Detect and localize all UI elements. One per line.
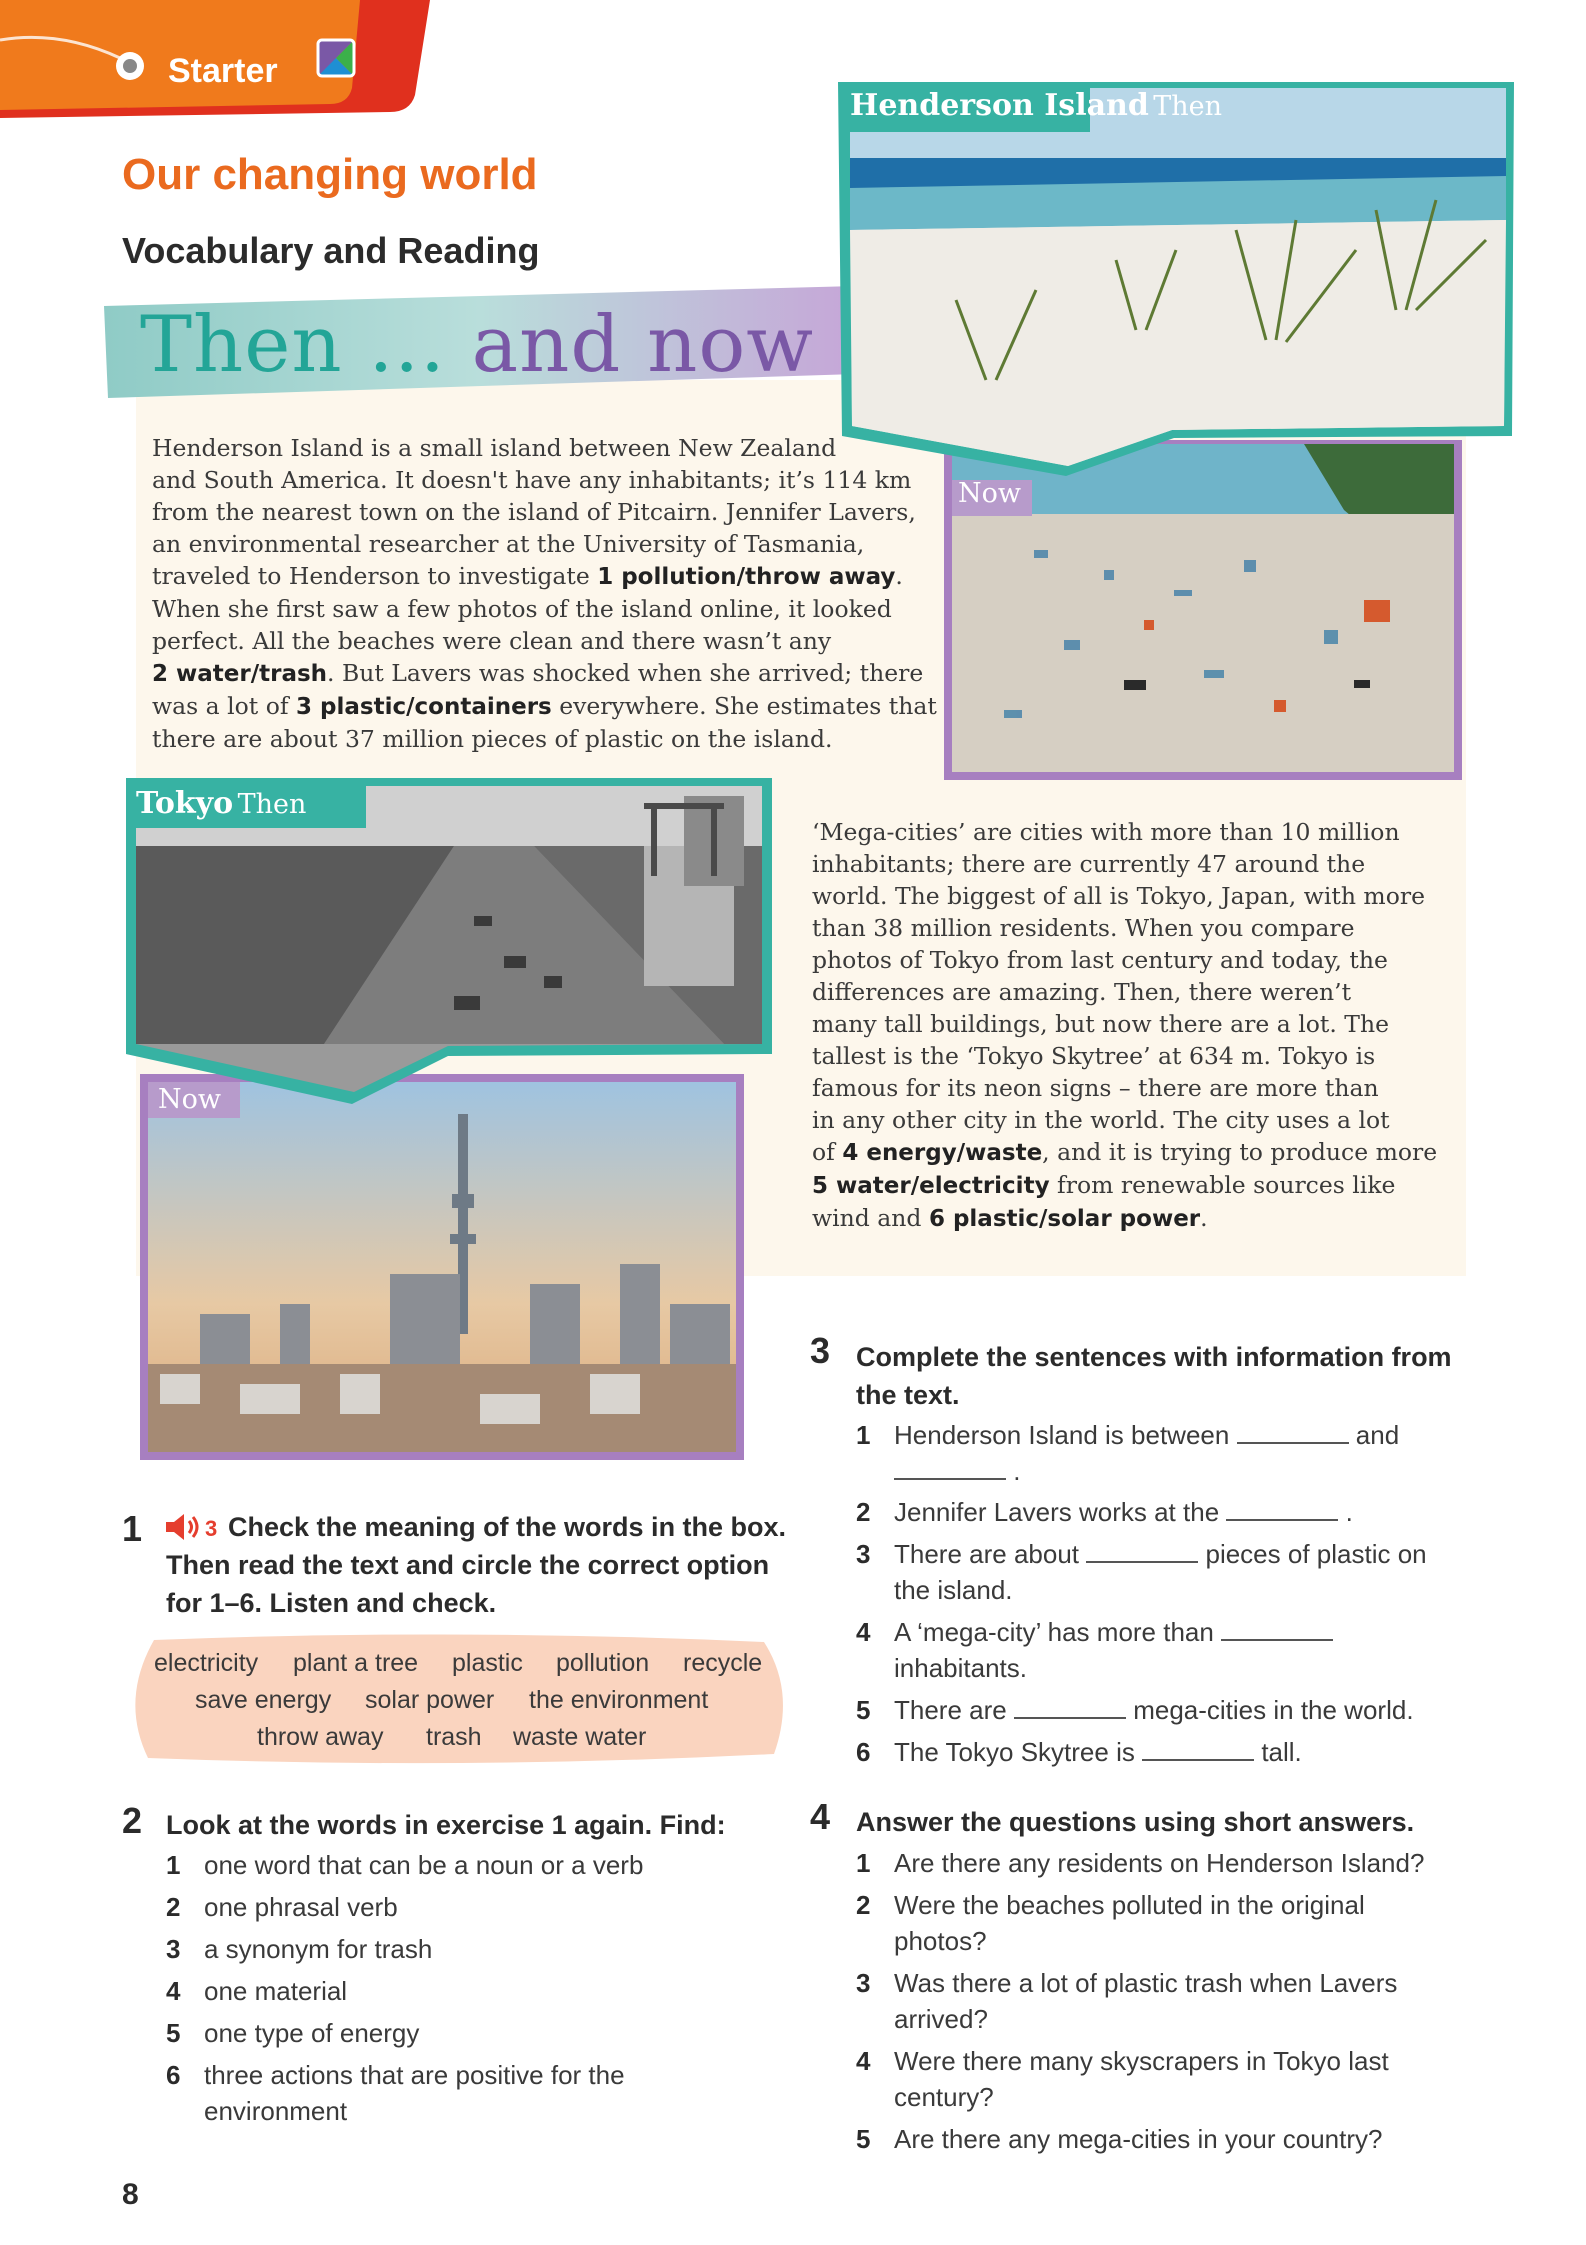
tokyo-text-line: many tall buildings, but now there are a lot. The [812,1010,1390,1038]
exercise-2-title: Look at the words in exercise 1 again. Find: [166,1810,726,1840]
exercise-3-item-3 [856,1537,1456,1611]
henderson-text-line: Henderson Island is a small island between New Zealand [152,434,837,462]
item-text: a synonym for trash [204,1934,433,1964]
item-text: photos? [894,1926,987,1956]
exercise-2-number: 2 [122,1800,143,1841]
tokyo-text-line: 5 water/electricity from renewable sources like [812,1171,1396,1199]
page-title: Our changing world [122,150,538,199]
word-recycle: recycle [683,1649,763,1677]
word-solar-power: solar power [365,1686,495,1714]
tokyo-text-line: differences are amazing. Then, there weren’t [812,978,1352,1006]
answer-option[interactable]: 5 water/electricity [812,1173,1050,1199]
exercise-3-item-4 [856,1615,1456,1689]
item-number: 2 [166,1892,181,1922]
exercise-3-item-1 [856,1418,1456,1492]
tokyo-then-suffix: Then [237,789,307,820]
tokyo-now-photo [140,1074,744,1460]
item-number: 4 [856,2046,871,2076]
item-number: 6 [166,2060,181,2090]
item-text: pieces of plastic on [1205,1539,1427,1569]
item-number: 2 [856,1890,871,1920]
word-save-energy: save energy [195,1686,332,1714]
exercise-4-item-3 [856,1966,1476,2038]
item-number: 3 [856,1539,871,1569]
item-text: century? [894,2082,994,2112]
item-text: There are [894,1695,1007,1725]
audio-icon[interactable] [164,1512,204,1542]
exercise-4-item-4 [856,2044,1476,2116]
tokyo-text-line: photos of Tokyo from last century and today, the [812,946,1388,974]
item-number: 3 [856,1968,871,1998]
henderson-text-line: from the nearest town on the island of Pitcairn. Jennifer Lavers, [152,498,916,526]
item-text: Jennifer Lavers works at the [894,1497,1220,1527]
exercise-3-title-line-2: the text. [856,1380,960,1410]
tokyo-text-line: ‘Mega-cities’ are cities with more than 10 million [812,818,1400,846]
answer-option[interactable]: 4 energy/waste [842,1140,1043,1166]
word-plastic: plastic [452,1649,523,1677]
tokyo-text-line: world. The biggest of all is Tokyo, Japan, with more [812,882,1425,910]
item-text: Were there many skyscrapers in Tokyo last [894,2046,1389,2076]
item-text: inhabitants. [894,1653,1027,1683]
henderson-then-suffix: Then [1153,91,1223,122]
henderson-text-line: When she first saw a few photos of the island online, it looked [152,595,892,623]
exercise-4-item-5 [856,2122,1476,2158]
item-text: The Tokyo Skytree is [894,1737,1135,1767]
answer-blank[interactable] [1086,1539,1198,1563]
item-text: Are there any mega-cities in your country? [894,2124,1383,2154]
starter-label: Starter [168,52,278,90]
answer-blank[interactable] [1226,1497,1338,1521]
answer-blank[interactable] [1237,1420,1349,1444]
word-pollution: pollution [556,1649,650,1677]
henderson-text-line: traveled to Henderson to investigate 1 pollution/throw away. [152,562,903,590]
tokyo-text-line: of 4 energy/waste, and it is trying to produce more [812,1138,1438,1166]
item-text: one word that can be a noun or a verb [204,1850,644,1880]
word-waste-water: waste water [513,1723,647,1751]
answer-blank[interactable] [1142,1737,1254,1761]
exercise-1-number: 1 [122,1508,143,1549]
item-text: one material [204,1976,348,2006]
word-the-environment: the environment [529,1686,709,1714]
banner-word-then: Then ... [140,300,446,390]
item-text: There are about [894,1539,1080,1569]
item-text: one type of energy [204,2018,420,2048]
item-text: the island. [894,1575,1013,1605]
exercise-4-item-1 [856,1846,1476,1882]
henderson-text-line: and South America. It doesn't have any inhabitants; it’s 114 km [152,466,912,494]
word-trash: trash [426,1723,482,1751]
exercise-3-item-2 [856,1495,1456,1531]
page-number: 8 [122,2178,139,2211]
answer-blank[interactable] [894,1456,1006,1480]
item-text: A ‘mega-city’ has more than [894,1617,1214,1647]
henderson-text-line: was a lot of 3 plastic/containers everywhere. She estimates that [152,692,937,720]
answer-option[interactable]: 1 pollution/throw away [597,564,896,590]
henderson-text-line: perfect. All the beaches were clean and there wasn’t any [152,627,832,655]
tokyo-text-line: famous for its neon signs – there are more than [812,1074,1379,1102]
audio-track-number: 3 [205,1516,218,1541]
item-number: 1 [856,1848,871,1878]
item-text: three actions that are positive for the [204,2060,625,2090]
exercise-2-item-2 [166,1890,786,1926]
item-number: 5 [856,1695,871,1725]
tokyo-then-label [136,786,306,821]
tokyo-then-title: Tokyo [136,786,234,821]
exercise-4-number: 4 [810,1796,831,1837]
item-text: . [1013,1456,1021,1486]
reading-paragraph-tokyo [812,816,1452,1235]
tokyo-then-photo [124,776,774,1106]
exercise-1-line-2: Then read the text and circle the correct option [166,1550,770,1580]
item-text: tall. [1261,1737,1302,1767]
item-number: 4 [856,1617,871,1647]
item-number: 2 [856,1497,871,1527]
item-number: 3 [166,1934,181,1964]
exercise-4-title: Answer the questions using short answers. [856,1807,1415,1837]
exercise-2-item-5 [166,2016,786,2052]
answer-blank[interactable] [1221,1617,1333,1641]
answer-option[interactable]: 2 water/trash [152,661,328,687]
item-text: . [1345,1497,1353,1527]
item-text: and [1355,1420,1400,1450]
henderson-then-title: Henderson Island [850,88,1149,123]
reading-paragraph-henderson [152,432,937,755]
henderson-now-label: Now [958,478,1021,509]
item-number: 1 [856,1420,871,1450]
henderson-then-photo [836,80,1516,480]
answer-option[interactable]: 3 plastic/containers [296,694,552,720]
item-text: arrived? [894,2004,988,2034]
exercise-1-line-1: Check the meaning of the words in the box. [228,1512,787,1542]
section-subtitle: Vocabulary and Reading [122,230,540,271]
item-text: Were the beaches polluted in the original [894,1890,1365,1920]
tokyo-text-line: than 38 million residents. When you compare [812,914,1355,942]
henderson-text-line: an environmental researcher at the University of Tasmania, [152,530,865,558]
item-text: mega-cities in the world. [1133,1695,1414,1725]
tokyo-text-line: wind and 6 plastic/solar power. [812,1204,1208,1232]
banner-title [140,300,814,390]
henderson-text-line: there are about 37 million pieces of plastic on the island. [152,725,833,753]
item-number: 5 [166,2018,181,2048]
tokyo-text-line: in any other city in the world. The city uses a lot [812,1106,1390,1134]
exercise-2-item-1 [166,1848,786,1884]
henderson-text-line: 2 water/trash. But Lavers was shocked when she arrived; there [152,659,924,687]
tokyo-text-line: tallest is the ‘Tokyo Skytree’ at 634 m. Tokyo is [812,1042,1376,1070]
exercise-3-number: 3 [810,1330,831,1371]
item-text: Are there any residents on Henderson Island? [894,1848,1425,1878]
item-text: one phrasal verb [204,1892,398,1922]
exercise-2-item-3 [166,1932,786,1968]
word-plant-a-tree: plant a tree [293,1649,419,1677]
henderson-now-photo [944,440,1462,780]
word-throw-away: throw away [257,1723,384,1751]
item-number: 4 [166,1976,181,2006]
tokyo-text-line: inhabitants; there are currently 47 around the [812,850,1366,878]
item-number: 5 [856,2124,871,2154]
exercise-3-item-5 [856,1693,1456,1729]
item-text: environment [204,2096,348,2126]
exercise-3-title-line-1: Complete the sentences with information from [856,1342,1452,1372]
exercise-3-item-6 [856,1735,1456,1771]
exercise-2-item-4 [166,1974,786,2010]
banner-word-now: and now [471,300,815,390]
henderson-then-label [850,88,1222,123]
answer-option[interactable]: 6 plastic/solar power [928,1206,1201,1232]
exercise-2-item-6 [166,2058,786,2130]
tokyo-now-label: Now [158,1084,221,1115]
exercise-4-item-2 [856,1888,1476,1960]
item-number: 6 [856,1737,871,1767]
item-text: Was there a lot of plastic trash when Lavers [894,1968,1398,1998]
word-electricity: electricity [154,1649,259,1677]
answer-blank[interactable] [1014,1695,1126,1719]
item-text: Henderson Island is between [894,1420,1230,1450]
exercise-1-line-3: for 1–6. Listen and check. [166,1588,497,1618]
item-number: 1 [166,1850,181,1880]
